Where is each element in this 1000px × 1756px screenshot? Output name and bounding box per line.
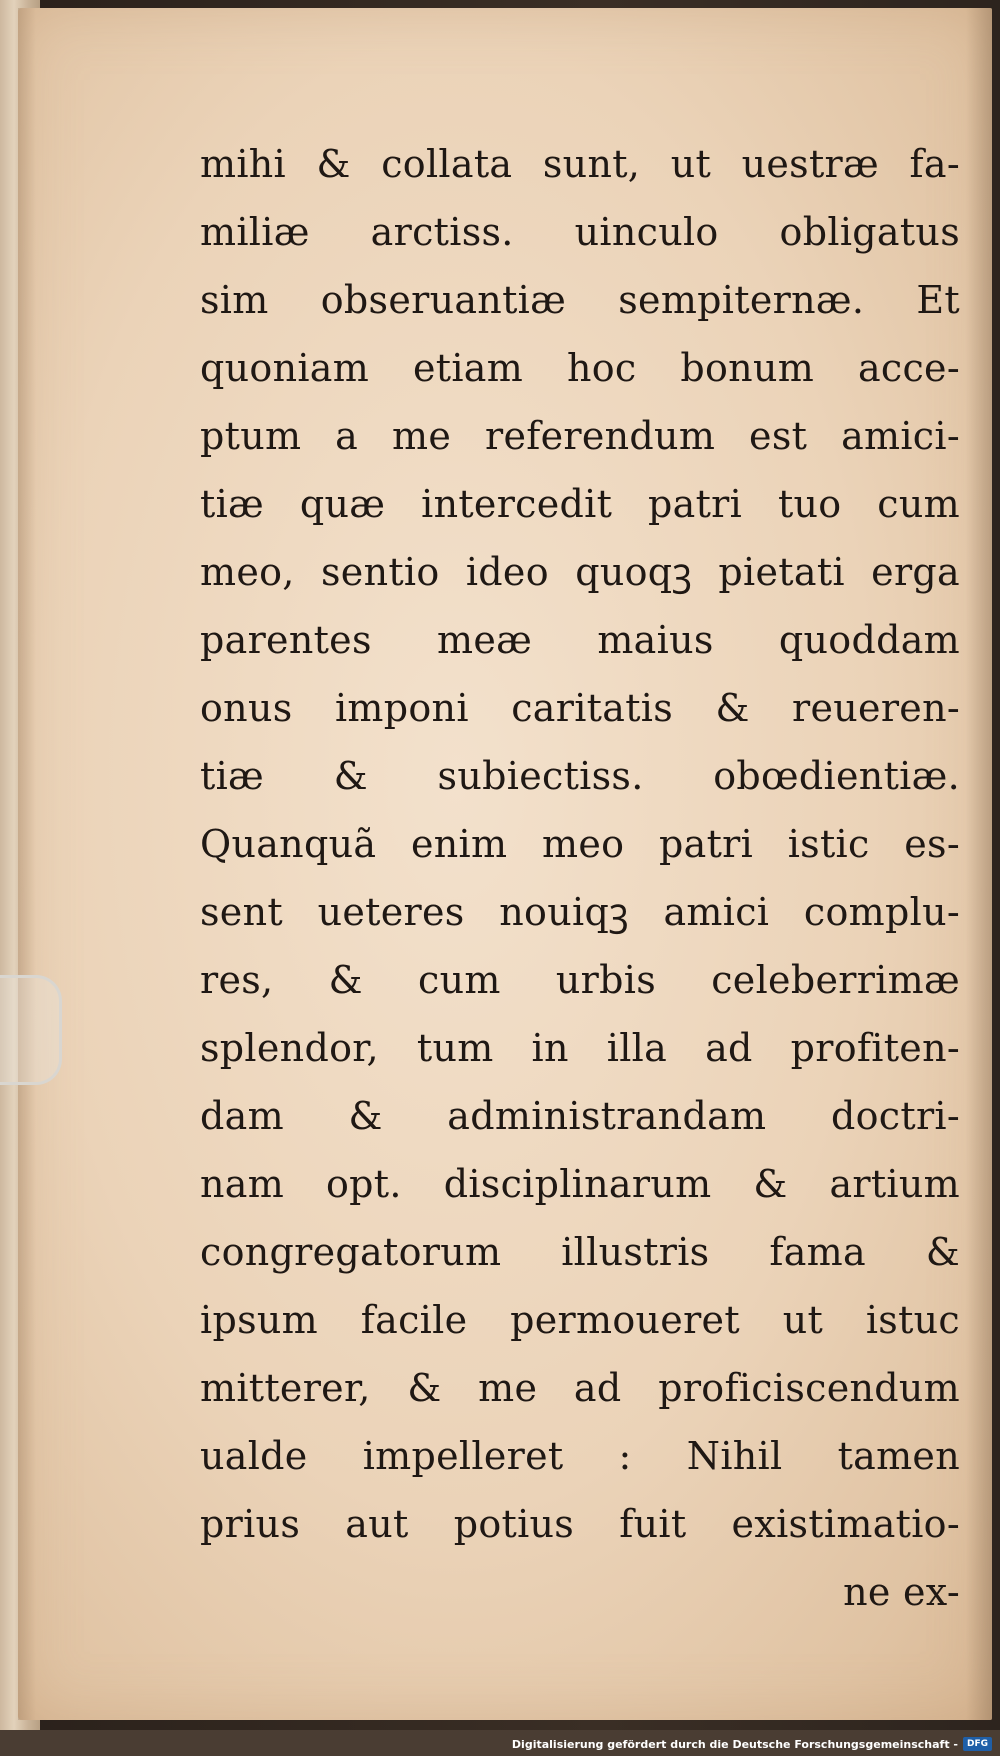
- text-line: nam opt. disciplinarum & artium: [200, 1162, 960, 1206]
- text-line: res, & cum urbis celeberrimæ: [200, 958, 960, 1002]
- text-line: ptum a me referendum est amici-: [200, 414, 960, 458]
- text-line: quoniam etiam hoc bonum acce-: [200, 346, 960, 390]
- text-line: prius aut potius fuit existimatio-: [200, 1502, 960, 1546]
- text-line: sent ueteres nouiqꝫ amici complu-: [200, 890, 960, 934]
- text-line: dam & administrandam doctri-: [200, 1094, 960, 1138]
- page-edge-shadow: [966, 8, 992, 1720]
- text-line: mitterer, & me ad proficiscendum: [200, 1366, 960, 1410]
- text-line: sim obseruantiæ sempiternæ. Et: [200, 278, 960, 322]
- text-line: splendor, tum in illa ad profiten-: [200, 1026, 960, 1070]
- page-gutter-shadow: [18, 8, 36, 1720]
- text-line: onus imponi caritatis & reueren-: [200, 686, 960, 730]
- text-line: tiæ quæ intercedit patri tuo cum: [200, 482, 960, 526]
- text-line: Quanquã enim meo patri istic es-: [200, 822, 960, 866]
- text-line: tiæ & subiectiss. obœdientiæ.: [200, 754, 960, 798]
- text-line: parentes meæ maius quoddam: [200, 618, 960, 662]
- bookmark-clip: [0, 975, 62, 1085]
- dfg-logo: DFG: [963, 1737, 992, 1751]
- text-line: mihi & collata sunt, ut uestræ fa-: [200, 142, 960, 186]
- text-line: congregatorum illustris fama &: [200, 1230, 960, 1274]
- text-line: miliæ arctiss. uinculo obligatus: [200, 210, 960, 254]
- digitization-credit: [512, 1737, 992, 1751]
- text-line: ipsum facile permoueret ut istuc: [200, 1298, 960, 1342]
- catchword: ne ex-: [843, 1570, 960, 1614]
- latin-text-block: [200, 130, 960, 1626]
- text-line: ualde impelleret : Nihil tamen: [200, 1434, 960, 1478]
- credit-text: Digitalisierung gefördert durch die Deutsche Forschungsgemeinschaft -: [511, 1737, 958, 1751]
- text-line: meo, sentio ideo quoqꝫ pietati erga: [200, 550, 960, 594]
